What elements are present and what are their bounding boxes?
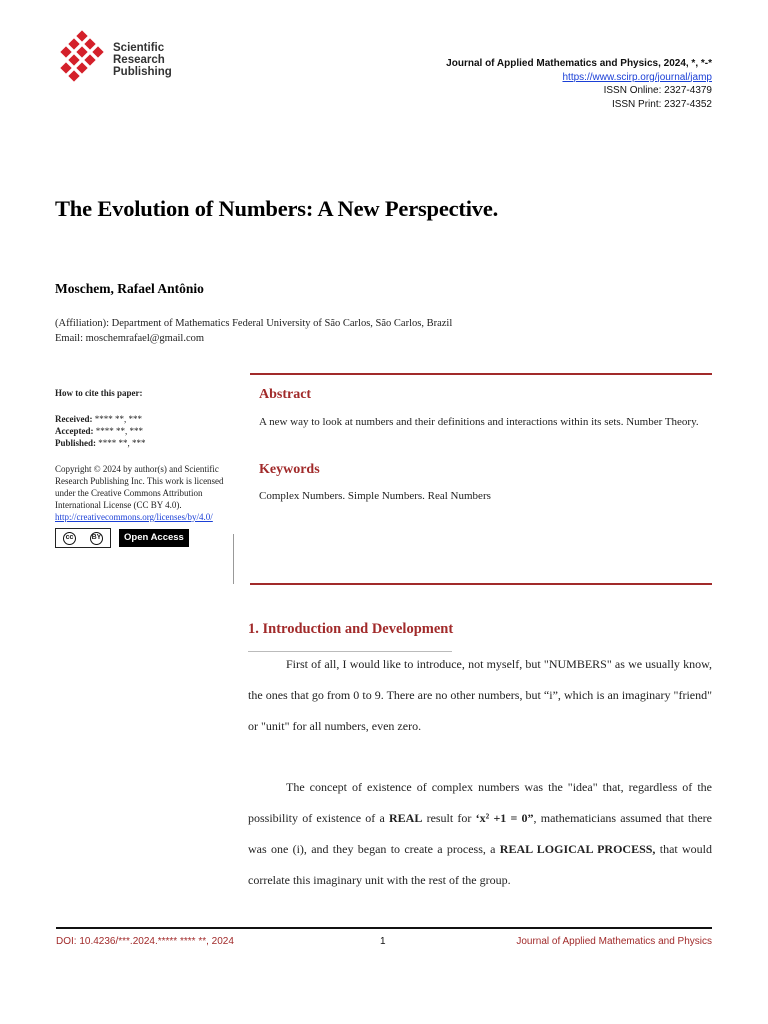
- copyright: [55, 463, 240, 523]
- para2-part-b: result for: [422, 811, 476, 825]
- journal-name: Journal of Applied Mathematics and Physics, 2024, *, *-*: [446, 58, 712, 69]
- publisher-logo: [56, 30, 186, 90]
- keywords-heading: Keywords: [259, 462, 320, 477]
- dates: [55, 413, 240, 449]
- section-heading: 1. Introduction and Development: [248, 621, 454, 637]
- abstract-top-rule: [250, 373, 712, 375]
- abstract-text: A new way to look at numbers and their definitions and interactions within its sets. Number Theory.: [259, 416, 699, 428]
- para2-equation: ‘x² +1 = 0”: [475, 811, 534, 825]
- para2-part-c: , mathematicians assumed that there was one (i), and they began to create a process, a: [248, 811, 712, 856]
- abstract-heading: Abstract: [259, 387, 312, 402]
- keywords-text: Complex Numbers. Simple Numbers. Real Numbers: [259, 490, 491, 502]
- abstract-bottom-rule: [250, 583, 712, 585]
- published-label: Published:: [55, 438, 97, 448]
- received-value: **** **, ***: [92, 414, 142, 424]
- by-icon: BY: [90, 532, 103, 545]
- email: Email: moschemrafael@gmail.com: [55, 333, 205, 344]
- para2-part-d: that would correlate this imaginary unit with the rest of the group.: [248, 842, 713, 887]
- sidebar: [55, 387, 240, 548]
- published-value: **** **, ***: [96, 438, 146, 448]
- received-label: Received:: [55, 414, 93, 424]
- para2-part-a: The concept of existence of complex numbers was the "idea" that, regardless of the possibility of existence of a: [248, 780, 712, 825]
- cite-heading: How to cite this paper:: [55, 388, 143, 398]
- paragraph-1: [248, 649, 712, 742]
- accepted-value: **** **, ***: [93, 426, 143, 436]
- affiliation: (Affiliation): Department of Mathematics Federal University of São Carlos, São Carlos, Brazil: [55, 318, 453, 329]
- para2-real: REAL: [389, 811, 423, 825]
- author-name: Moschem, Rafael Antônio: [55, 281, 204, 296]
- license-badges: [55, 528, 240, 548]
- copyright-text: Copyright © 2024 by author(s) and Scientific Research Publishing Inc. This work is licensed under the Creative Commons Attribution International License (CC BY 4.0).: [55, 464, 224, 510]
- footer-journal: Journal of Applied Mathematics and Physics: [516, 936, 712, 947]
- footer-rule: [56, 927, 712, 929]
- cc-by-badge[interactable]: [55, 528, 111, 548]
- accepted-label: Accepted:: [55, 426, 94, 436]
- open-access-badge: Open Access: [119, 529, 189, 547]
- para2-real-logical-process: REAL LOGICAL PROCESS,: [499, 842, 656, 856]
- sidebar-divider: [233, 534, 234, 584]
- issn-print: ISSN Print: 2327-4352: [611, 98, 712, 110]
- srp-diamond-icon: [56, 30, 112, 90]
- journal-url-link[interactable]: https://www.scirp.org/journal/jamp: [562, 71, 712, 83]
- cc-icon: cc: [63, 532, 76, 545]
- paragraph-2: [248, 772, 712, 896]
- page-number: 1: [380, 936, 386, 947]
- footer-doi: DOI: 10.4236/***.2024.***** **** **, 2024: [56, 936, 234, 947]
- license-link[interactable]: http://creativecommons.org/licenses/by/4.0/: [55, 512, 213, 522]
- issn-online: ISSN Online: 2327-4379: [603, 85, 712, 96]
- paragraph-1-text: First of all, I would like to introduce, not myself, but "NUMBERS" as we usually know, the ones that go from 0 to 9. There are no other numbers, but “i”, which is an imaginary "friend" or "unit" for all numbers, even zero.: [248, 657, 712, 733]
- paper-title: The Evolution of Numbers: A New Perspective.: [55, 196, 499, 221]
- journal-info: [446, 57, 712, 111]
- publisher-name: Scientific Research Publishing: [113, 42, 172, 78]
- affiliation-block: [55, 316, 452, 346]
